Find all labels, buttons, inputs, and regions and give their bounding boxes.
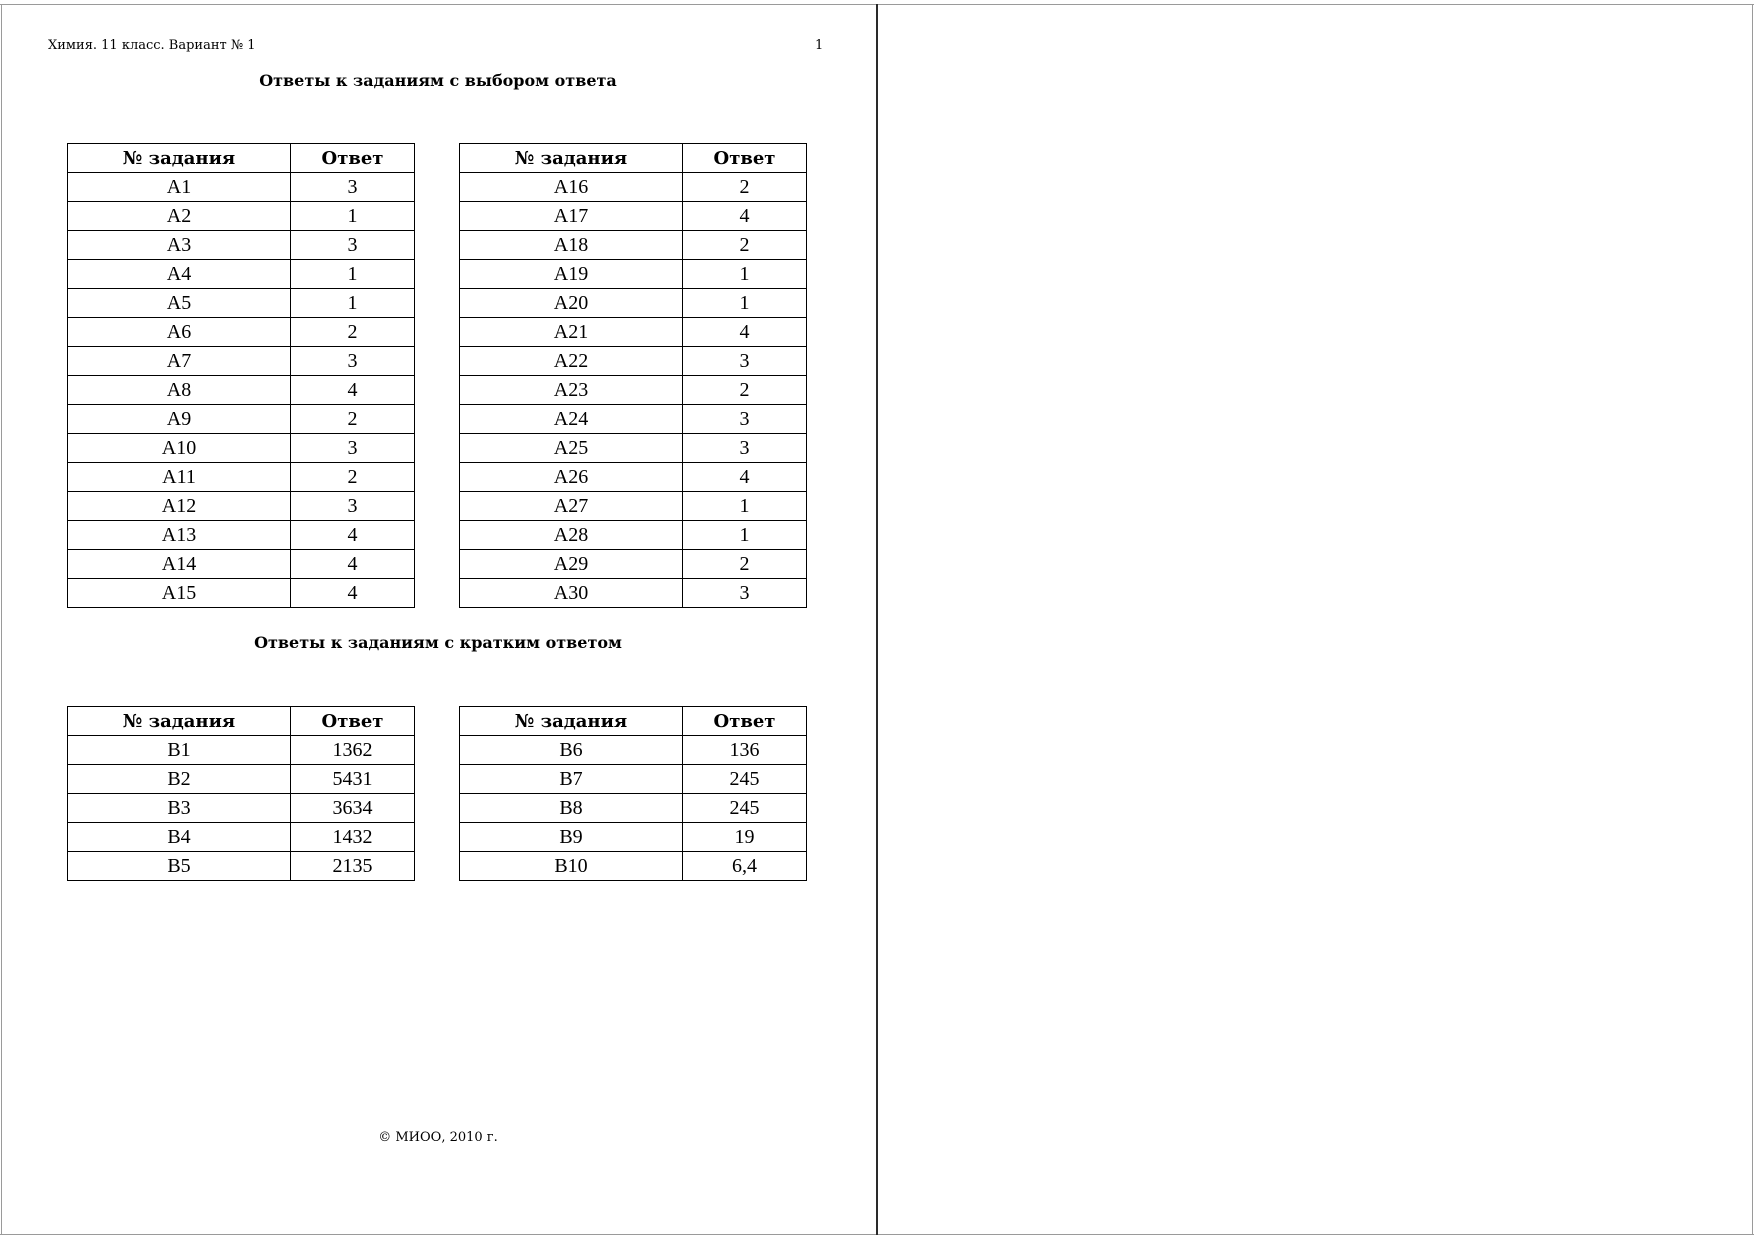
table-row — [68, 794, 415, 823]
task-number-cell: А15 — [68, 579, 291, 608]
table-row — [68, 521, 415, 550]
task-number-cell: А28 — [460, 521, 683, 550]
answer-cell: 245 — [683, 794, 807, 823]
table-row — [460, 463, 807, 492]
answer-cell: 2 — [683, 231, 807, 260]
table-row — [68, 434, 415, 463]
task-number-cell: А30 — [460, 579, 683, 608]
answer-cell: 2 — [683, 376, 807, 405]
page-divider — [876, 4, 878, 1235]
task-number-cell: А29 — [460, 550, 683, 579]
answer-cell: 3 — [291, 173, 415, 202]
answer-cell: 1 — [683, 289, 807, 318]
table-row — [460, 736, 807, 765]
answer-cell: 3 — [683, 579, 807, 608]
table-body — [68, 173, 415, 608]
table-row — [68, 823, 415, 852]
task-number-cell: А8 — [68, 376, 291, 405]
table-row — [68, 852, 415, 881]
table-row — [68, 260, 415, 289]
answer-cell: 2135 — [291, 852, 415, 881]
answer-cell: 3 — [291, 434, 415, 463]
task-number-cell: А27 — [460, 492, 683, 521]
answer-cell: 4 — [291, 579, 415, 608]
table-header-row — [68, 144, 415, 173]
task-number-cell: А24 — [460, 405, 683, 434]
task-number-cell: А3 — [68, 231, 291, 260]
answer-cell: 1 — [291, 289, 415, 318]
answer-cell: 1362 — [291, 736, 415, 765]
answer-cell: 1 — [683, 521, 807, 550]
answer-cell: 5431 — [291, 765, 415, 794]
table-row — [460, 852, 807, 881]
task-number-cell: А1 — [68, 173, 291, 202]
table-row — [68, 736, 415, 765]
task-number-cell: В1 — [68, 736, 291, 765]
task-number-cell: А6 — [68, 318, 291, 347]
answer-cell: 2 — [683, 173, 807, 202]
table-row — [68, 231, 415, 260]
section-a-title: Ответы к заданиям с выбором ответа — [259, 71, 617, 90]
table-row — [460, 521, 807, 550]
answer-cell: 1 — [291, 202, 415, 231]
answer-cell: 19 — [683, 823, 807, 852]
answer-cell: 1 — [683, 260, 807, 289]
table-row — [460, 376, 807, 405]
page-header-subject: Химия. 11 класс. Вариант № 1 — [48, 38, 256, 53]
column-header-answer: Ответ — [683, 144, 807, 173]
table-row — [460, 173, 807, 202]
answer-cell: 3 — [683, 347, 807, 376]
task-number-cell: В3 — [68, 794, 291, 823]
page-number: 1 — [815, 38, 824, 53]
task-number-cell: А19 — [460, 260, 683, 289]
table-row — [460, 579, 807, 608]
answer-cell: 136 — [683, 736, 807, 765]
task-number-cell: А23 — [460, 376, 683, 405]
answer-cell: 4 — [683, 318, 807, 347]
answers-table-b-left — [67, 706, 415, 881]
task-number-cell: А16 — [460, 173, 683, 202]
table-row — [460, 318, 807, 347]
answer-cell: 4 — [291, 521, 415, 550]
task-number-cell: В7 — [460, 765, 683, 794]
table-header-row — [68, 707, 415, 736]
answer-cell: 6,4 — [683, 852, 807, 881]
answer-cell: 2 — [291, 463, 415, 492]
task-number-cell: В4 — [68, 823, 291, 852]
table-row — [460, 794, 807, 823]
answer-cell: 3 — [291, 347, 415, 376]
task-number-cell: А21 — [460, 318, 683, 347]
task-number-cell: В8 — [460, 794, 683, 823]
task-number-cell: А13 — [68, 521, 291, 550]
table-row — [460, 347, 807, 376]
table-row — [68, 463, 415, 492]
answer-cell: 4 — [683, 202, 807, 231]
answer-cell: 3 — [683, 405, 807, 434]
table-row — [460, 260, 807, 289]
table-row — [460, 765, 807, 794]
table-row — [68, 347, 415, 376]
task-number-cell: А22 — [460, 347, 683, 376]
table-row — [68, 492, 415, 521]
answer-cell: 3 — [291, 492, 415, 521]
answer-cell: 4 — [291, 550, 415, 579]
table-row — [460, 550, 807, 579]
answer-cell: 2 — [291, 405, 415, 434]
column-header-answer: Ответ — [683, 707, 807, 736]
answer-cell: 1 — [683, 492, 807, 521]
footer-copyright: © МИОО, 2010 г. — [378, 1130, 498, 1145]
column-header-answer: Ответ — [291, 707, 415, 736]
table-row — [460, 202, 807, 231]
task-number-cell: А4 — [68, 260, 291, 289]
answer-cell: 2 — [291, 318, 415, 347]
page-border-right — [1752, 4, 1753, 1235]
table-header-row — [460, 144, 807, 173]
table-row — [460, 823, 807, 852]
task-number-cell: А18 — [460, 231, 683, 260]
task-number-cell: А14 — [68, 550, 291, 579]
table-row — [68, 765, 415, 794]
column-header-task: № задания — [460, 707, 683, 736]
task-number-cell: А11 — [68, 463, 291, 492]
task-number-cell: В6 — [460, 736, 683, 765]
table-row — [68, 550, 415, 579]
answer-cell: 245 — [683, 765, 807, 794]
task-number-cell: А2 — [68, 202, 291, 231]
table-body — [460, 173, 807, 608]
task-number-cell: А20 — [460, 289, 683, 318]
task-number-cell: В9 — [460, 823, 683, 852]
answer-cell: 3634 — [291, 794, 415, 823]
table-row — [68, 405, 415, 434]
task-number-cell: В10 — [460, 852, 683, 881]
answer-cell: 4 — [683, 463, 807, 492]
task-number-cell: В2 — [68, 765, 291, 794]
table-row — [68, 318, 415, 347]
task-number-cell: А25 — [460, 434, 683, 463]
answer-cell: 3 — [683, 434, 807, 463]
task-number-cell: А17 — [460, 202, 683, 231]
answers-table-b-right — [459, 706, 807, 881]
table-body — [68, 736, 415, 881]
answer-cell: 3 — [291, 231, 415, 260]
task-number-cell: А9 — [68, 405, 291, 434]
table-row — [68, 173, 415, 202]
answers-table-a-right — [459, 143, 807, 608]
table-body — [460, 736, 807, 881]
answer-cell: 2 — [683, 550, 807, 579]
column-header-task: № задания — [68, 144, 291, 173]
table-header-row — [460, 707, 807, 736]
column-header-answer: Ответ — [291, 144, 415, 173]
table-row — [460, 434, 807, 463]
table-row — [68, 202, 415, 231]
answers-table-a-left — [67, 143, 415, 608]
column-header-task: № задания — [68, 707, 291, 736]
table-row — [68, 376, 415, 405]
answer-cell: 4 — [291, 376, 415, 405]
section-b-title: Ответы к заданиям с кратким ответом — [254, 633, 622, 652]
table-row — [460, 492, 807, 521]
task-number-cell: А10 — [68, 434, 291, 463]
table-row — [68, 579, 415, 608]
page-border-left — [1, 4, 2, 1235]
task-number-cell: А7 — [68, 347, 291, 376]
task-number-cell: В5 — [68, 852, 291, 881]
table-row — [460, 289, 807, 318]
answer-cell: 1432 — [291, 823, 415, 852]
column-header-task: № задания — [460, 144, 683, 173]
answer-cell: 1 — [291, 260, 415, 289]
table-row — [460, 405, 807, 434]
task-number-cell: А5 — [68, 289, 291, 318]
table-row — [460, 231, 807, 260]
task-number-cell: А12 — [68, 492, 291, 521]
table-row — [68, 289, 415, 318]
task-number-cell: А26 — [460, 463, 683, 492]
